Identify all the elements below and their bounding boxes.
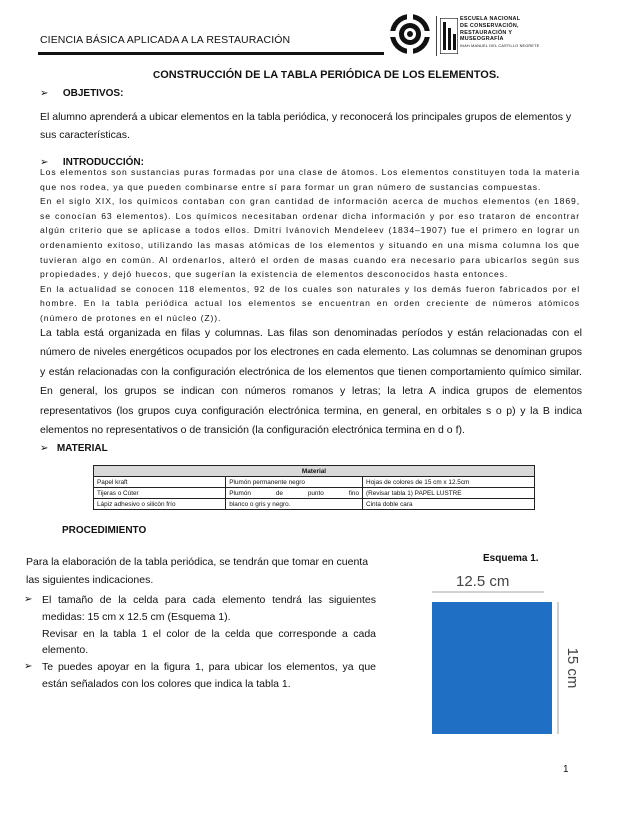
scheme-cell: [432, 602, 552, 734]
scheme-figure: [398, 560, 598, 750]
procedure-intro: Para la elaboración de la tabla periódica, se tendrán que tomar en cuenta las siguientes indicaciones.: [26, 556, 369, 586]
arrow-bullet-icon: ➢: [40, 443, 49, 454]
arrow-bullet-icon: ➢: [40, 157, 49, 168]
periodic-table-text: La tabla está organizada en filas y columnas. Las filas son denominadas períodos y están relacionadas con el número de niveles energéticos ocupados por los electrones en cada elemento. Las columnas se denominan grupos y están relacionadas con la configuración electrónica de los elementos que tienen comportamiento químico similar. En general, los grupos se indican con números romanos y letras; la letra A indica grupos de elementos representativos (los grupos cuya configuración electrónica termina, en general, en orbitales s o p) y la B indica elementos no representativos o de transición (la configuración electrónica termina en d o f).: [40, 327, 582, 437]
scheme-title: Esquema 1.: [483, 553, 539, 564]
objectives-text: El alumno aprenderá a ubicar elementos en la tabla periódica, y reconocerá los principales grupos de elementos y sus características.: [40, 111, 572, 141]
objectives-heading: ➢ OBJETIVOS:: [40, 88, 124, 99]
material-table: [93, 465, 535, 510]
header-rule: [38, 52, 384, 55]
encrym-logo-icon: [440, 18, 458, 54]
table-row: Lápiz adhesivo o silicón frío blanco o gris y negro. Cinta doble cara: [94, 499, 535, 510]
list-item: ➢ Te puedes apoyar en la figura 1, para ubicar los elementos, ya que están señalados con los colores que indica la tabla 1.: [24, 661, 376, 690]
logo-separator: [436, 16, 437, 56]
table-row: Tijeras o Cúter Plumón de punto fino (Revisar tabla 1) PAPEL LUSTRE: [94, 488, 535, 499]
list-item: ➢ El tamaño de la celda para cada elemento tendrá las siguientes medidas: 15 cm x 12.5 cm (Esquema 1).: [24, 594, 376, 623]
material-table-header: Material: [94, 466, 535, 477]
scheme-width-label: 12.5 cm: [456, 573, 510, 590]
material-heading: ➢ MATERIAL: [40, 443, 108, 454]
course-title: CIENCIA BÁSICA APLICADA A LA RESTAURACIÓN: [40, 34, 291, 46]
intro-paragraph: Los elementos son sustancias puras formadas por una clase de átomos. Los elementos constituyen toda la materia que nos rodea, ya que pueden combinarse entre sí para formar un gran número de sustancias compuestas.: [40, 167, 580, 192]
list-item: Revisar en la tabla 1 el color de la celda que corresponde a cada elemento.: [42, 627, 376, 657]
procedure-list: [24, 592, 376, 693]
arrow-bullet-icon: ➢: [24, 594, 33, 605]
document-title: CONSTRUCCIÓN DE LA TABLA PERIÓDICA DE LOS ELEMENTOS.: [153, 69, 500, 81]
scheme-height-label: 15 cm: [564, 647, 581, 689]
table-row: Papel kraft Plumón permanente negro Hojas de colores de 15 cm x 12.5cm: [94, 477, 535, 488]
logo-school-name: ESCUELA NACIONAL DE CONSERVACIÓN, RESTAURACIÓN Y MUSEOGRAFÍA: [460, 16, 521, 43]
arrow-bullet-icon: ➢: [40, 88, 49, 99]
procedure-heading: PROCEDIMIENTO: [62, 525, 147, 536]
introduction-heading: ➢ INTRODUCCIÓN:: [40, 157, 144, 168]
page-number: 1: [563, 764, 569, 775]
intro-paragraph: En el siglo XIX, los químicos contaban con gran cantidad de información acerca de muchos elementos (en 1869, se conocían 63 elementos). Los químicos necesitaban ordenar dicha información y por eso trataron de encontrar algún criterio que se aplicase a todos ellos. Dmitri Ivánovich Mendeleev (1834–1907) fue el primero en lograr un ordenamiento exitoso, utilizando las masas atómicas de los elementos y situando en una misma columna los que tuvieran algo en común. Al ordenarlos, alteró el orden de masas cuando era necesario para ubicarlos según sus propiedades, y dejó huecos, que sugerían la existencia de elementos desconocidos hasta entonces.: [40, 196, 580, 280]
logo-subtitle: INAH MANUEL DEL CASTILLO NEGRETE: [460, 44, 540, 48]
arrow-bullet-icon: ➢: [24, 661, 33, 673]
introduction-text: [40, 165, 580, 326]
inah-seal-icon: [388, 12, 432, 56]
intro-paragraph: En la actualidad se conocen 118 elementos, 92 de los cuales son naturales y los demás fueron fabricados por el hombre. En la tabla periódica actual los elementos se encuentran en orden creciente de números atómicos (número de protones en el núcleo (Z)).: [40, 283, 580, 323]
